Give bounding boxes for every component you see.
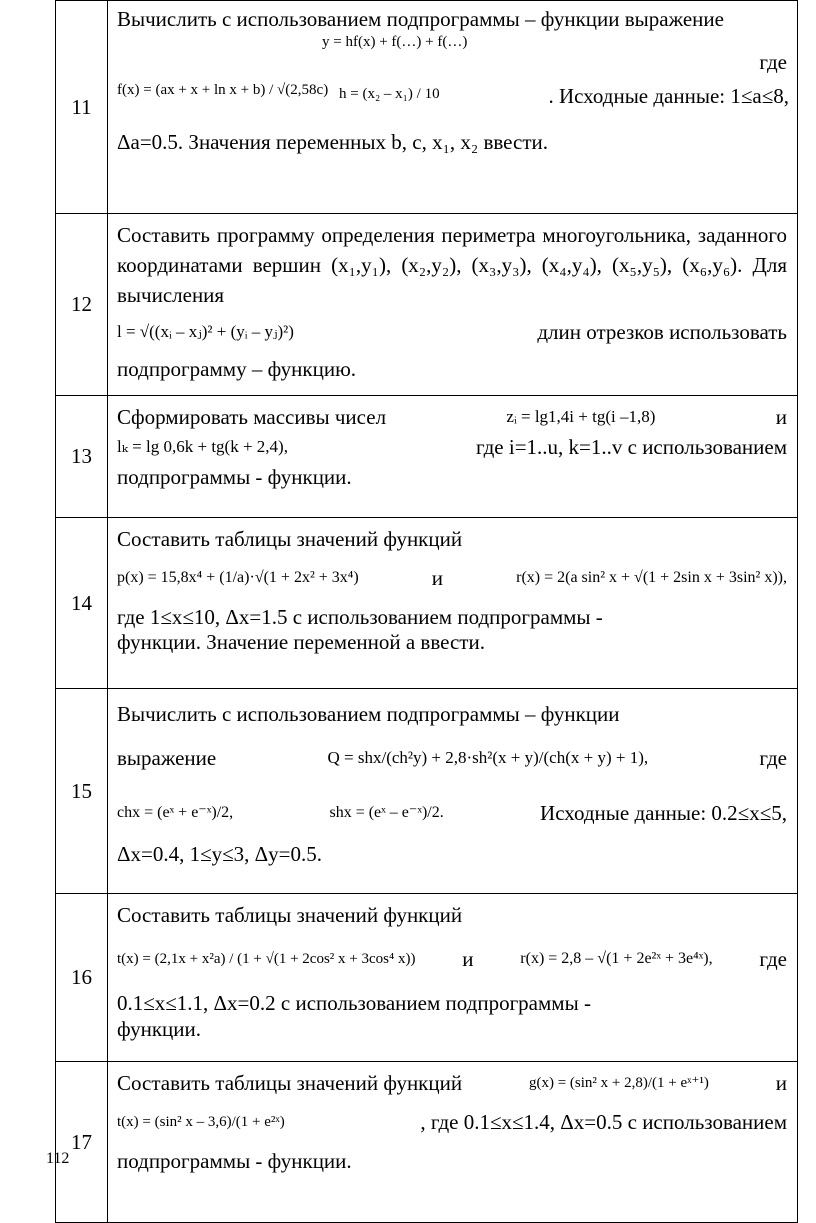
task-text: длин отрезков использовать bbox=[537, 320, 787, 344]
task-text: Составить таблицы значений функций bbox=[117, 527, 463, 551]
task-text: Исходные данные: 0.2≤x≤5, bbox=[540, 801, 787, 825]
formula-ch: chx = (eˣ + e⁻ˣ)/2, bbox=[117, 804, 234, 821]
task-number: 16 bbox=[56, 894, 108, 1062]
formula-g: g(x) = (sin² x + 2,8)/(1 + eˣ⁺¹) bbox=[528, 1075, 709, 1091]
task-number: 17 bbox=[56, 1062, 108, 1223]
task-text: подпрограмму – функцию. bbox=[117, 357, 357, 381]
formula-f: f(x) = (ax + x + ln x + b) / √(2,58c) bbox=[117, 82, 329, 98]
task-number: 14 bbox=[56, 518, 108, 689]
task-number: 11 bbox=[56, 1, 108, 214]
task-text: где i=1..u, k=1..v с использованием bbox=[476, 435, 787, 459]
table-row bbox=[56, 518, 798, 689]
task-text: Δx=0.4, 1≤y≤3, Δy=0.5. bbox=[117, 842, 322, 866]
task-text: выражение bbox=[117, 746, 217, 770]
task-text: где bbox=[759, 50, 787, 74]
formula-z: zᵢ = lg1,4i + tg(i –1,8) bbox=[506, 407, 656, 426]
task-text: Составить программу определения периметра многоугольника, заданного координатами вершин (x₁,y₁), (x₂,y₂), (x₃,y₃), (x₄,y₄), (x₅,y₅), (x₆,y₆). Для вычисления bbox=[117, 223, 787, 307]
task-text: 0.1≤x≤1.1, Δx=0.2 с использованием подпрограммы - bbox=[117, 991, 591, 1015]
formula-r: r(x) = 2,8 – √(1 + 2e²ˣ + 3e⁴ˣ), bbox=[520, 950, 713, 967]
formula-h: h = (x₂ – x₁) / 10 bbox=[339, 86, 440, 102]
task-text: где bbox=[759, 947, 787, 971]
task-text: , где 0.1≤x≤1.4, Δx=0.5 с использованием bbox=[420, 1110, 787, 1134]
task-text: Δa=0.5. Значения переменных b, c, x₁, x₂ ввести. bbox=[117, 130, 549, 154]
task-text: где 1≤x≤10, Δx=1.5 с использованием подпрограммы - bbox=[117, 605, 603, 629]
task-text: и bbox=[462, 947, 474, 971]
formula-sh: shx = (eˣ – e⁻ˣ)/2. bbox=[329, 804, 444, 821]
table-row bbox=[56, 1, 798, 214]
task-text: и bbox=[775, 1071, 787, 1095]
task-description bbox=[108, 1, 798, 214]
task-text: Вычислить с использованием подпрограммы – функции bbox=[117, 702, 620, 726]
task-text: . Исходные данные: 1≤a≤8, bbox=[548, 84, 789, 108]
formula-p: p(x) = 15,8x⁴ + (1/a)·√(1 + 2x² + 3x⁴) bbox=[117, 569, 359, 586]
task-number: 12 bbox=[56, 214, 108, 396]
task-text: подпрограммы - функции. bbox=[117, 465, 352, 489]
task-text: Вычислить с использованием подпрограммы – функции выражение bbox=[117, 7, 724, 31]
table-row bbox=[56, 689, 798, 894]
task-text: Составить таблицы значений функций bbox=[117, 1071, 463, 1095]
task-text: и bbox=[775, 405, 787, 429]
task-text: и bbox=[431, 566, 444, 590]
task-number: 13 bbox=[56, 396, 108, 518]
task-text: где bbox=[759, 746, 787, 770]
task-text: Составить таблицы значений функций bbox=[117, 903, 463, 927]
formula-t: t(x) = (sin² x – 3,6)/(1 + e²ˣ) bbox=[117, 1114, 285, 1130]
formula-l: l = √((xᵢ – xⱼ)² + (yᵢ – yⱼ)²) bbox=[117, 322, 294, 341]
formula-y: y = hf(x) + f(…) + f(…) bbox=[322, 34, 468, 50]
table-row bbox=[56, 894, 798, 1062]
task-description bbox=[108, 214, 798, 396]
task-description bbox=[108, 1062, 798, 1223]
task-text: функции. bbox=[117, 1017, 201, 1041]
formula-l: lₖ = lg 0,6k + tg(k + 2,4), bbox=[117, 437, 288, 456]
task-number: 15 bbox=[56, 689, 108, 894]
formula-t: t(x) = (2,1x + x²a) / (1 + √(1 + 2cos² x + 3cos⁴ x)) bbox=[117, 951, 416, 967]
task-description bbox=[108, 894, 798, 1062]
task-text: Сформировать массивы чисел bbox=[117, 405, 387, 429]
task-text: функции. Значение переменной a ввести. bbox=[117, 630, 485, 654]
table-row bbox=[56, 214, 798, 396]
formula-q: Q = shx/(ch²y) + 2,8·sh²(x + y)/(ch(x + y) + 1), bbox=[327, 748, 649, 767]
task-description bbox=[108, 689, 798, 894]
task-description bbox=[108, 518, 798, 689]
page-number: 112 bbox=[46, 1150, 70, 1167]
table-row bbox=[56, 1062, 798, 1223]
table-row bbox=[56, 396, 798, 518]
tasks-table bbox=[55, 0, 798, 1223]
task-text: подпрограммы - функции. bbox=[117, 1149, 352, 1173]
formula-r: r(x) = 2(a sin² x + √(1 + 2sin x + 3sin² x)), bbox=[516, 569, 787, 586]
task-description bbox=[108, 396, 798, 518]
